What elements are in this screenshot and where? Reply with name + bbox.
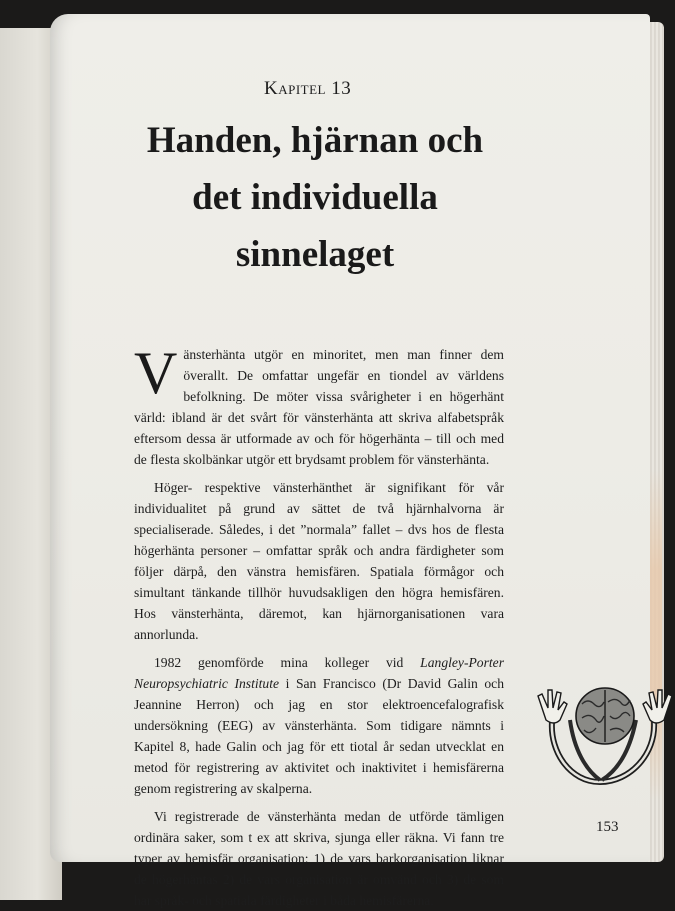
paragraph-3-text-b: i San Francisco (Dr David Galin och Jeannine Herron) och jag en stor elektroencefalografisk undersökning (EEG) av vänsterhänta. Som tidigare nämnts i Kapitel 8, hade Galin och jag för ett tiotal år sedan utvecklat en metod för registrering av aktivitet och inaktivitet i hemisfärerna genom registrering av skalperna. (134, 676, 504, 796)
paragraph-1 (134, 340, 504, 470)
paragraph-1-text: änsterhänta utgör en minoritet, men man finner dem överallt. De omfattar ungefär en tiondel av världens befolkning. De möter vissa svårigheter i en högerhänt värld: ibland är det svårt för vänsterhänta att skriva alfabetspråk eftersom dessa är utformade av och för högerhänta – till och med de flesta skolbänkar utgör ett brydsamt problem för vänsterhänta. (134, 347, 504, 467)
book-page (50, 14, 650, 908)
paragraph-3-text-a: 1982 genomförde mina kolleger vid (154, 655, 421, 670)
page-number: 153 (596, 819, 619, 835)
chapter-label: Kapitel 13 (264, 78, 352, 99)
paragraph-3 (134, 652, 504, 799)
chapter-title: Handen, hjärnan och det individuella sinnelaget (146, 120, 484, 275)
paragraph-4: Vi registrerade de vänsterhänta medan de utförde tämligen ordinära saker, som t ex att skriva, sjunga eller räkna. Vi fann tre typer av hemisfär organisation: 1) de vars barkorganisation liknar de högerhäntas 2) de vars organisation är omvänd och 3) de som har språk- och spatiala färdigheter i båda hemisfärerna. (134, 809, 504, 908)
paragraph-2: Höger- respektive vänsterhänthet är signifikant för vår individualitet på grund av sättet de två hjärnhalvorna är specialiserade. Således, i det ”normala” fallet – dvs hos de flesta högerhänta personer – omfattar språk och andra färdigheter som följer därpå, den vänstra hemisfären. Spatiala förmågor och simultant tänkande tillhör huvudsakligen den högra hemisfären. Hos vänsterhänta, däremot, kan hjärnorganisationen vara annorlunda. (134, 480, 504, 642)
institute-name: Langley-Porter Neuropsychiatric Institute (134, 655, 504, 691)
drop-cap: V (134, 340, 178, 406)
brain-with-hands-illustration (530, 682, 675, 788)
body-text (134, 340, 504, 911)
